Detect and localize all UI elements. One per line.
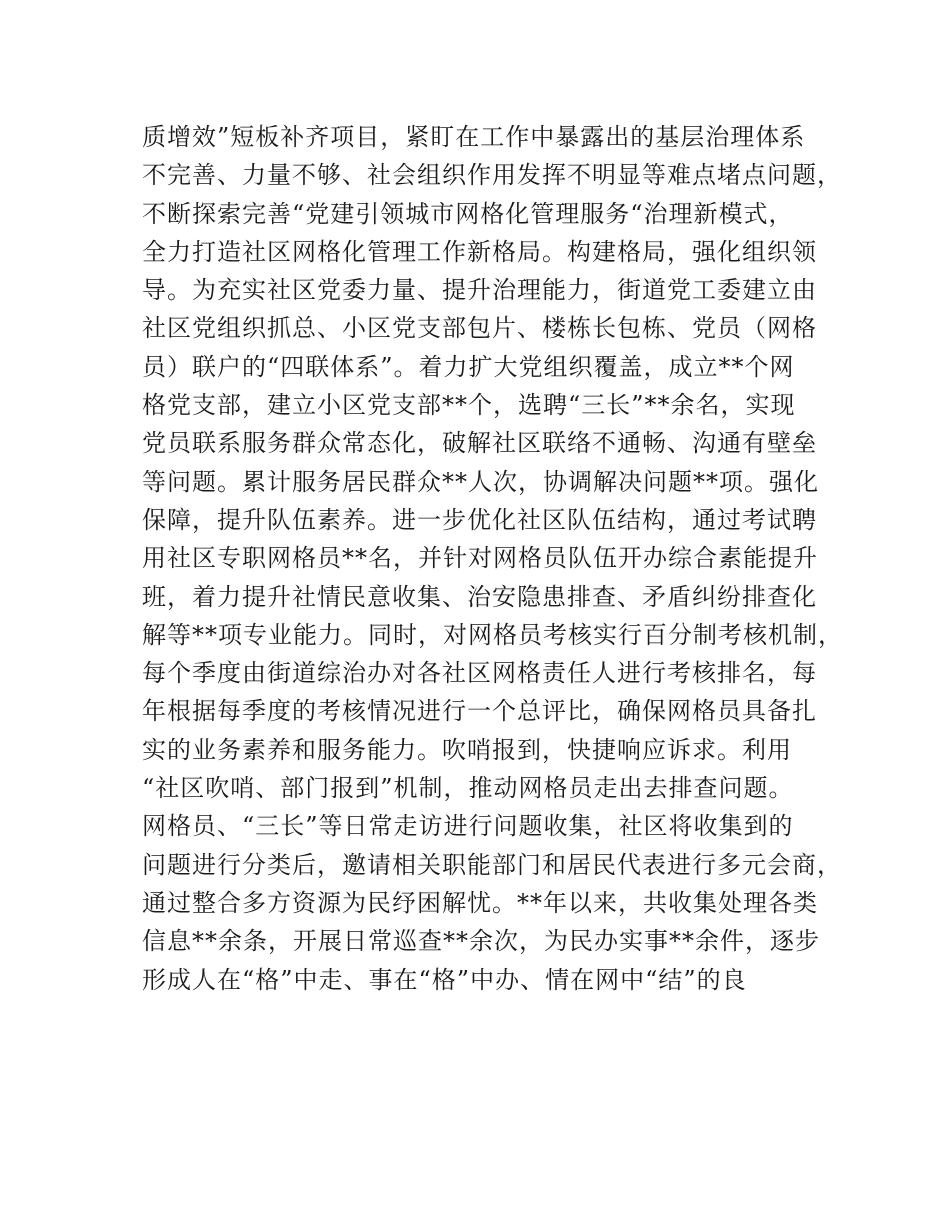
text-line: “社区吹哨、部门报到”机制，推动网格员走出去排查问题。 <box>142 774 794 803</box>
text-line: 形成人在“格”中走、事在“格”中办、情在网中“结”的良 <box>142 965 747 994</box>
text-line: 实的业务素养和服务能力。吹哨报到，快捷响应诉求。利用 <box>142 735 792 764</box>
text-line: 不完善、力量不够、社会组织作用发挥不明显等难点堵点问题， <box>142 161 842 190</box>
text-line: 网格员、“三长”等日常走访进行问题收集，社区将收集到的 <box>142 812 794 841</box>
text-line: 通过整合多方资源为民纾困解忧。**年以来，共收集处理各类 <box>142 888 818 917</box>
text-line: 党员联系服务群众常态化，破解社区联络不通畅、沟通有壁垒 <box>142 429 817 458</box>
text-line: 年根据每季度的考核情况进行一个总评比，确保网格员具备扎 <box>142 697 817 726</box>
text-line: 社区党组织抓总、小区党支部包片、楼栋长包栋、党员（网格 <box>142 314 817 343</box>
body-text <box>142 118 843 999</box>
text-line: 班，着力提升社情民意收集、治安隐患排查、矛盾纠纷排查化 <box>142 582 817 611</box>
text-line: 导。为充实社区党委力量、提升治理能力，街道党工委建立由 <box>142 276 817 305</box>
text-line: 每个季度由街道综治办对各社区网格责任人进行考核排名，每 <box>142 659 817 688</box>
text-line: 问题进行分类后，邀请相关职能部门和居民代表进行多元会商， <box>142 850 842 879</box>
text-line: 用社区专职网格员**名，并针对网格员队伍开办综合素能提升 <box>142 544 818 573</box>
text-line: 格党支部，建立小区党支部**个，选聘“三长”**余名，实现 <box>142 391 796 420</box>
text-line: 解等**项专业能力。同时，对网格员考核实行百分制考核机制， <box>142 620 843 649</box>
text-line: 员）联户的“四联体系”。着力扩大党组织覆盖，成立**个网 <box>142 352 795 381</box>
text-line: 不断探索完善“党建引领城市网格化管理服务“治理新模式， <box>142 199 794 228</box>
text-line: 等问题。累计服务居民群众**人次，协调解决问题**项。强化 <box>142 467 819 496</box>
text-line: 信息**余条，开展日常巡查**余次，为民办实事**余件，逐步 <box>142 927 820 956</box>
text-line: 质增效”短板补齐项目，紧盯在工作中暴露出的基层治理体系 <box>142 123 806 151</box>
text-line: 全力打造社区网格化管理工作新格局。构建格局，强化组织领 <box>142 237 817 266</box>
text-line: 保障，提升队伍素养。进一步优化社区队伍结构，通过考试聘 <box>142 505 817 534</box>
